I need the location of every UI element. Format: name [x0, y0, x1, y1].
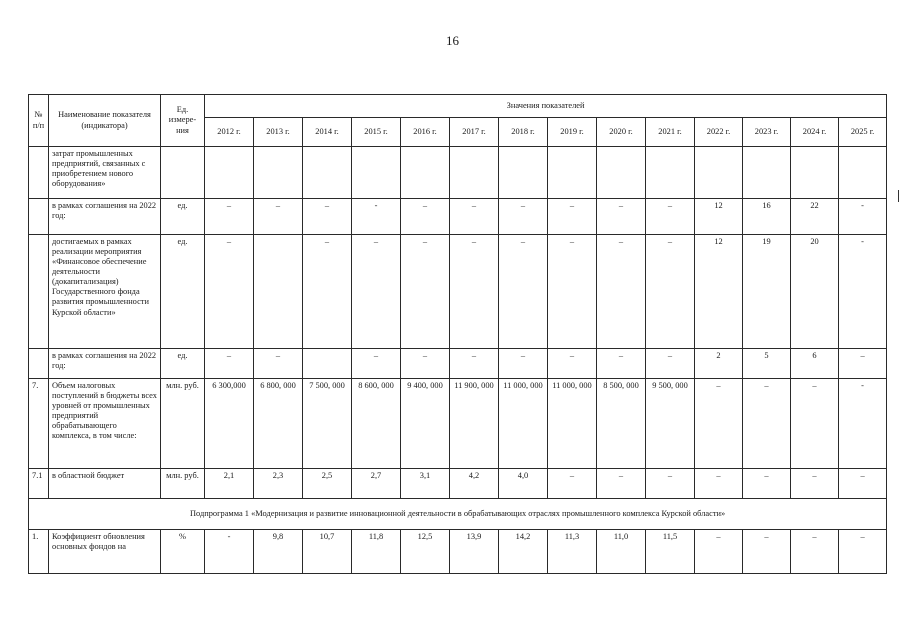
value-cell: 11,5: [646, 530, 695, 574]
value-cell: 11 900, 000: [450, 379, 499, 469]
indicators-table: [28, 94, 887, 574]
value-cell: 6: [791, 349, 839, 379]
value-cell: [254, 147, 303, 199]
value-cell: –: [401, 199, 450, 235]
value-cell: 11,0: [597, 530, 646, 574]
value-cell: 14,2: [499, 530, 548, 574]
unit-cell: [161, 147, 205, 199]
value-cell: [254, 235, 303, 349]
row-number: 1.: [29, 530, 49, 574]
value-cell: –: [743, 530, 791, 574]
value-cell: [695, 147, 743, 199]
value-cell: –: [401, 235, 450, 349]
unit-cell: ед.: [161, 349, 205, 379]
value-cell: 3,1: [401, 469, 450, 499]
value-cell: –: [695, 530, 743, 574]
indicator-name: Коэффициент обновления основных фондов на: [49, 530, 161, 574]
value-cell: –: [205, 349, 254, 379]
row-number: 7.1: [29, 469, 49, 499]
value-cell: 6 800, 000: [254, 379, 303, 469]
value-cell: 11,3: [548, 530, 597, 574]
row-number: [29, 147, 49, 199]
value-cell: –: [352, 349, 401, 379]
unit-cell: ед.: [161, 235, 205, 349]
value-cell: –: [597, 199, 646, 235]
row-number: [29, 349, 49, 379]
value-cell: –: [450, 199, 499, 235]
value-cell: –: [597, 469, 646, 499]
year-header: 2019 г.: [548, 118, 597, 147]
value-cell: –: [499, 349, 548, 379]
value-cell: [646, 147, 695, 199]
year-header: 2014 г.: [303, 118, 352, 147]
year-header: 2017 г.: [450, 118, 499, 147]
value-cell: 5: [743, 349, 791, 379]
value-cell: [839, 147, 887, 199]
indicator-name: в рамках соглашения на 2022 год:: [49, 199, 161, 235]
indicator-name: в рамках соглашения на 2022 год:: [49, 349, 161, 379]
value-cell: 6 300,000: [205, 379, 254, 469]
year-header: 2013 г.: [254, 118, 303, 147]
value-cell: 2,3: [254, 469, 303, 499]
value-cell: –: [791, 379, 839, 469]
value-cell: –: [450, 235, 499, 349]
value-cell: –: [646, 199, 695, 235]
table-row: [29, 199, 887, 235]
table-row: [29, 235, 887, 349]
value-cell: 22: [791, 199, 839, 235]
value-cell: 2,1: [205, 469, 254, 499]
value-cell: 13,9: [450, 530, 499, 574]
value-cell: 9 400, 000: [401, 379, 450, 469]
year-header: 2022 г.: [695, 118, 743, 147]
unit-header: Ед. измере-ния: [161, 95, 205, 147]
value-cell: 11 000, 000: [499, 379, 548, 469]
value-cell: [548, 147, 597, 199]
value-cell: [450, 147, 499, 199]
value-cell: –: [646, 235, 695, 349]
value-cell: –: [450, 349, 499, 379]
unit-cell: млн. руб.: [161, 379, 205, 469]
year-header: 2018 г.: [499, 118, 548, 147]
value-cell: -: [352, 199, 401, 235]
value-cell: –: [743, 379, 791, 469]
value-cell: –: [791, 530, 839, 574]
unit-cell: ед.: [161, 199, 205, 235]
value-cell: 4,2: [450, 469, 499, 499]
value-cell: 2,5: [303, 469, 352, 499]
header-row: [29, 95, 887, 118]
year-header: 2015 г.: [352, 118, 401, 147]
value-cell: [597, 147, 646, 199]
value-cell: 7 500, 000: [303, 379, 352, 469]
indicator-name: Объем налоговых поступлений в бюджеты всех уровней от промышленных предприятий обрабатывающего комплекса, в том числе:: [49, 379, 161, 469]
value-cell: –: [646, 469, 695, 499]
value-cell: 12: [695, 199, 743, 235]
value-cell: 2: [695, 349, 743, 379]
value-cell: 9,8: [254, 530, 303, 574]
indicator-name: затрат промышленных предприятий, связанных с приобретением нового оборудования»: [49, 147, 161, 199]
value-cell: 10,7: [303, 530, 352, 574]
value-cell: –: [205, 199, 254, 235]
table-row: [29, 530, 887, 574]
page-number: 16: [446, 33, 459, 48]
value-cell: –: [254, 199, 303, 235]
year-header: 2016 г.: [401, 118, 450, 147]
value-cell: –: [597, 349, 646, 379]
year-header: 2012 г.: [205, 118, 254, 147]
table-body: [29, 147, 887, 574]
value-cell: –: [646, 349, 695, 379]
value-cell: 12,5: [401, 530, 450, 574]
value-cell: –: [743, 469, 791, 499]
year-header: 2023 г.: [743, 118, 791, 147]
value-cell: 8 600, 000: [352, 379, 401, 469]
value-cell: –: [352, 235, 401, 349]
row-number: [29, 199, 49, 235]
value-cell: 16: [743, 199, 791, 235]
year-header: 2020 г.: [597, 118, 646, 147]
value-cell: –: [839, 349, 887, 379]
indicator-name: достигаемых в рамках реализации мероприятия «Финансовое обеспечение деятельности (докапитализация) Государственного фонда развития промышленности Курской области»: [49, 235, 161, 349]
value-cell: [352, 147, 401, 199]
value-cell: –: [548, 349, 597, 379]
value-cell: 9 500, 000: [646, 379, 695, 469]
value-cell: [401, 147, 450, 199]
value-cell: [205, 147, 254, 199]
value-cell: –: [499, 199, 548, 235]
values-header: Значения показателей: [205, 95, 887, 118]
value-cell: 4,0: [499, 469, 548, 499]
subprogram-title: Подпрограмма 1 «Модернизация и развитие инновационной деятельности в обрабатывающих отраслях промышленного комплекса Курской области»: [29, 499, 887, 530]
value-cell: [303, 147, 352, 199]
num-header: № п/п: [29, 95, 49, 147]
subprogram-row: [29, 499, 887, 530]
value-cell: –: [205, 235, 254, 349]
value-cell: –: [254, 349, 303, 379]
table-row: [29, 349, 887, 379]
year-header: 2025 г.: [839, 118, 887, 147]
value-cell: –: [695, 379, 743, 469]
value-cell: –: [839, 469, 887, 499]
value-cell: [303, 349, 352, 379]
row-number: [29, 235, 49, 349]
value-cell: [499, 147, 548, 199]
value-cell: –: [791, 469, 839, 499]
value-cell: -: [839, 379, 887, 469]
value-cell: 12: [695, 235, 743, 349]
table-row: [29, 469, 887, 499]
value-cell: 11,8: [352, 530, 401, 574]
value-cell: 11 000, 000: [548, 379, 597, 469]
year-header: 2021 г.: [646, 118, 695, 147]
value-cell: [743, 147, 791, 199]
value-cell: 19: [743, 235, 791, 349]
indicator-name: в областной бюджет: [49, 469, 161, 499]
value-cell: –: [548, 199, 597, 235]
value-cell: –: [548, 469, 597, 499]
margin-mark: [898, 190, 899, 202]
unit-cell: млн. руб.: [161, 469, 205, 499]
value-cell: 20: [791, 235, 839, 349]
value-cell: –: [499, 235, 548, 349]
value-cell: -: [839, 235, 887, 349]
table-row: [29, 147, 887, 199]
value-cell: –: [695, 469, 743, 499]
value-cell: –: [548, 235, 597, 349]
table-row: [29, 379, 887, 469]
value-cell: [791, 147, 839, 199]
unit-cell: %: [161, 530, 205, 574]
value-cell: -: [839, 199, 887, 235]
year-header: 2024 г.: [791, 118, 839, 147]
value-cell: –: [303, 199, 352, 235]
value-cell: –: [839, 530, 887, 574]
value-cell: -: [205, 530, 254, 574]
name-header: Наименование показателя (индикатора): [49, 95, 161, 147]
row-number: 7.: [29, 379, 49, 469]
value-cell: –: [303, 235, 352, 349]
value-cell: 8 500, 000: [597, 379, 646, 469]
value-cell: –: [597, 235, 646, 349]
value-cell: –: [401, 349, 450, 379]
value-cell: 2,7: [352, 469, 401, 499]
